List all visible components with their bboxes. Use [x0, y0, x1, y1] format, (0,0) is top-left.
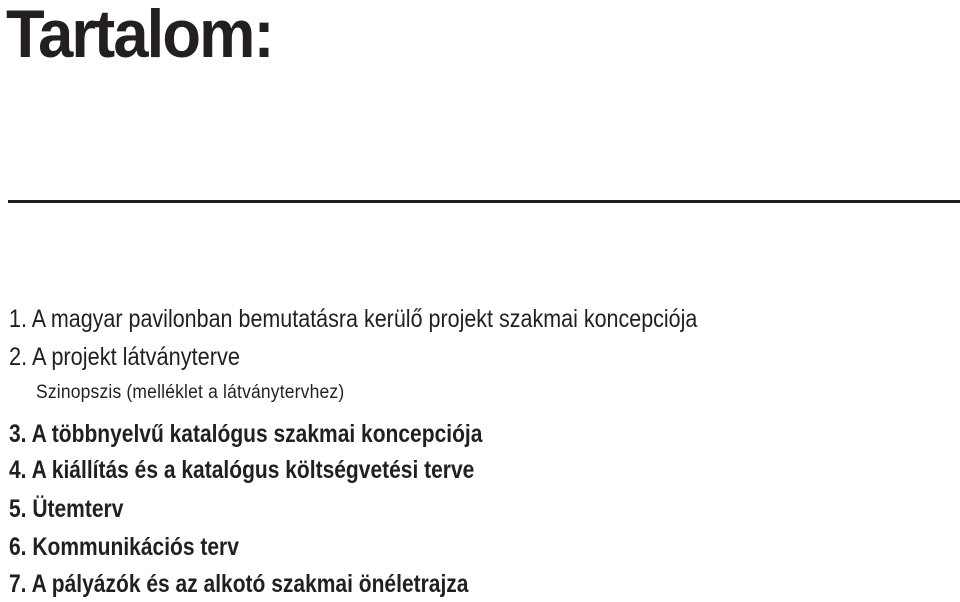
toc-item-visual-plan: 2. A projekt látványterve: [9, 343, 240, 371]
toc-item-budget-plan: 4. A kiállítás és a katalógus költségvetési terve: [9, 456, 475, 484]
toc-subitem-synopsis: Szinopszis (melléklet a látványtervhez): [36, 382, 345, 403]
toc-item-communication-plan: 6. Kommunikációs terv: [9, 533, 239, 561]
toc-item-schedule: 5. Ütemterv: [9, 495, 124, 523]
toc-item-catalogue-concept: 3. A többnyelvű katalógus szakmai koncepciója: [9, 420, 483, 448]
toc-item-project-concept: 1. A magyar pavilonban bemutatásra kerülő projekt szakmai koncepciója: [9, 305, 698, 333]
toc-item-cv: 7. A pályázók és az alkotó szakmai önéletrajza: [9, 570, 469, 598]
page-title: Tartalom:: [6, 0, 273, 72]
